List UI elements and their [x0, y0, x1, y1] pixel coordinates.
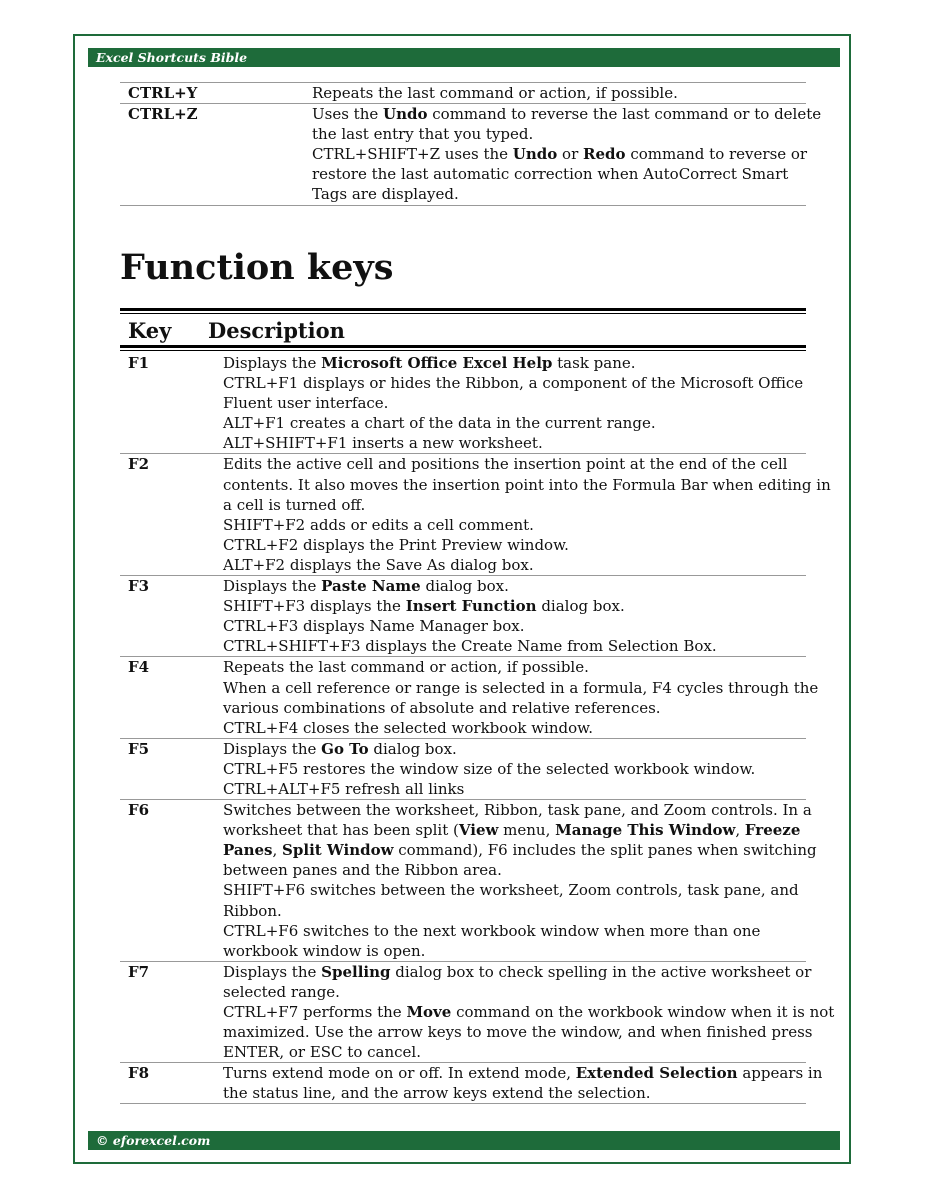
- description-line: [223, 1022, 813, 1042]
- table-row: [120, 800, 806, 962]
- bold-term: Freeze: [744, 821, 801, 840]
- text-segment: ,: [272, 841, 283, 860]
- shortcut-description: [215, 800, 817, 962]
- shortcut-key: F1: [128, 354, 150, 372]
- text-segment: Displays the: [223, 739, 322, 758]
- text-segment: various combinations of absolute and relative references.: [223, 698, 661, 717]
- bold-term: Redo: [583, 145, 626, 164]
- bold-term: View: [458, 821, 499, 840]
- text-segment: CTRL+F7 performs the: [223, 1003, 407, 1021]
- shortcut-description: [215, 576, 806, 657]
- bold-term: Microsoft Office Excel Help: [321, 354, 553, 372]
- shortcut-key: CTRL+Z: [128, 105, 198, 124]
- description-line: [223, 576, 798, 596]
- text-segment: ,: [735, 821, 745, 840]
- shortcut-description: [215, 738, 806, 799]
- text-segment: SHIFT+F2 adds or edits a cell comment.: [223, 515, 534, 534]
- shortcut-key: F3: [128, 577, 150, 596]
- description-line: [223, 880, 798, 900]
- text-segment: or: [557, 145, 584, 164]
- table-row: [120, 657, 806, 738]
- description-line: [223, 820, 801, 840]
- shortcut-description: [304, 104, 822, 205]
- description-line: [223, 535, 798, 555]
- bold-term: Paste Name: [321, 577, 421, 596]
- text-segment: Turns extend mode on or off. In extend mode,: [223, 1064, 576, 1083]
- footer-text: © eforexcel.com: [96, 1133, 211, 1148]
- description-line: [223, 1063, 823, 1083]
- text-segment: Displays the: [223, 577, 322, 596]
- text-segment: command to reverse or: [625, 145, 808, 164]
- table-row: [120, 353, 806, 454]
- text-segment: task pane.: [552, 354, 636, 372]
- description-line: [223, 596, 798, 616]
- description-line: [223, 759, 798, 779]
- text-segment: command on the workbook window when it is not: [451, 1003, 835, 1021]
- table-row: [120, 454, 806, 576]
- bold-term: Manage This Window: [555, 821, 736, 840]
- text-segment: SHIFT+F6 switches between the worksheet, Zoom controls, task pane, and: [223, 881, 799, 900]
- shortcut-key: F2: [128, 455, 150, 474]
- shortcut-key: F6: [128, 801, 150, 820]
- text-segment: Displays the: [223, 962, 322, 981]
- shortcut-key: F8: [128, 1064, 150, 1083]
- description-line: [223, 555, 798, 575]
- text-segment: the last entry that you typed.: [312, 125, 534, 144]
- description-line: [223, 515, 798, 535]
- description-line: [223, 475, 831, 495]
- description-line: [312, 164, 798, 184]
- table-header: [120, 318, 806, 345]
- description-line: [223, 495, 798, 515]
- shortcut-key: F5: [128, 739, 150, 758]
- text-segment: Displays the: [223, 354, 322, 372]
- text-segment: Fluent user interface.: [223, 394, 389, 413]
- text-segment: dialog box.: [536, 597, 625, 616]
- text-segment: restore the last automatic correction when AutoCorrect Smart: [312, 165, 789, 184]
- table-row: [120, 83, 806, 104]
- text-segment: contents. It also moves the insertion point into the Formula Bar when editing in: [223, 475, 831, 494]
- header-banner: [88, 48, 840, 67]
- text-segment: CTRL+ALT+F5 refresh all links: [223, 779, 465, 798]
- text-segment: selected range.: [223, 982, 340, 1001]
- description-line: [223, 860, 798, 880]
- text-segment: ALT+F2 displays the Save As dialog box.: [223, 555, 534, 574]
- bold-term: Insert Function: [405, 597, 537, 616]
- description-line: [223, 840, 817, 860]
- text-segment: maximized. Use the arrow keys to move the window, and when finished press: [223, 1023, 813, 1042]
- bold-term: Undo: [512, 145, 558, 164]
- description-line: [223, 393, 798, 413]
- text-segment: CTRL+F1 displays or hides the Ribbon, a component of the Microsoft Office: [223, 374, 804, 393]
- text-segment: worksheet that has been split (: [223, 821, 459, 840]
- description-line: [223, 739, 798, 759]
- text-segment: Repeats the last command or action, if possible.: [223, 658, 589, 677]
- footer-banner: [88, 1131, 840, 1150]
- bold-term: Undo: [383, 105, 428, 124]
- text-segment: CTRL+SHIFT+Z uses the: [312, 145, 513, 164]
- text-segment: When a cell reference or range is selected in a formula, F4 cycles through the: [223, 678, 819, 697]
- text-segment: Edits the active cell and positions the insertion point at the end of the cell: [223, 455, 788, 474]
- description-line: [223, 718, 798, 738]
- text-segment: ALT+F1 creates a chart of the data in the current range.: [223, 414, 656, 433]
- text-segment: command to reverse the last command or to delete: [427, 105, 822, 124]
- description-line: [223, 636, 798, 656]
- text-segment: menu,: [498, 821, 556, 840]
- description-line: [223, 941, 798, 961]
- text-segment: CTRL+F4 closes the selected workbook window.: [223, 718, 593, 737]
- description-line: [223, 1083, 798, 1103]
- text-segment: dialog box.: [420, 577, 509, 596]
- shortcut-description: [215, 454, 831, 576]
- text-segment: Uses the: [312, 105, 384, 124]
- text-segment: the status line, and the arrow keys extend the selection.: [223, 1084, 651, 1103]
- bold-term: Go To: [321, 739, 369, 758]
- header-rule-top-thin: [120, 313, 806, 314]
- header-title: Excel Shortcuts Bible: [96, 50, 248, 65]
- description-line: [223, 616, 798, 636]
- description-line: [223, 901, 798, 921]
- description-line: [312, 184, 798, 204]
- shortcut-description: [215, 1063, 823, 1104]
- description-line: [223, 433, 798, 453]
- description-line: [223, 353, 798, 373]
- description-line: [223, 921, 798, 941]
- description-line: [223, 698, 798, 718]
- text-segment: SHIFT+F3 displays the: [223, 597, 406, 616]
- table-row: [120, 738, 806, 799]
- description-line: [312, 144, 808, 164]
- bold-term: Spelling: [321, 962, 391, 981]
- description-line: [312, 104, 822, 124]
- text-segment: Repeats the last command or action, if possible.: [312, 84, 678, 102]
- description-line: [223, 454, 798, 474]
- shortcut-description: [215, 961, 835, 1062]
- bold-term: Extended Selection: [575, 1064, 738, 1083]
- text-segment: command), F6 includes the split panes when switching: [393, 841, 817, 860]
- text-segment: ENTER, or ESC to cancel.: [223, 1043, 421, 1062]
- text-segment: appears in: [737, 1064, 823, 1083]
- shortcut-key: CTRL+Y: [128, 84, 198, 102]
- text-segment: a cell is turned off.: [223, 495, 366, 514]
- shortcut-description: [215, 353, 806, 454]
- table-row: [120, 576, 806, 657]
- text-segment: Ribbon.: [223, 901, 282, 920]
- description-line: [223, 657, 798, 677]
- table-row: [120, 1063, 806, 1104]
- section-title: Function keys: [120, 247, 394, 288]
- description-line: [223, 373, 804, 393]
- text-segment: ALT+SHIFT+F1 inserts a new worksheet.: [223, 434, 543, 453]
- header-rule-top: [120, 308, 806, 311]
- table-row: [120, 961, 806, 1062]
- column-header-key: Key: [128, 318, 172, 343]
- text-segment: dialog box.: [368, 739, 457, 758]
- description-line: [223, 678, 819, 698]
- description-line: [223, 413, 798, 433]
- header-rule-bottom: [120, 345, 806, 348]
- text-segment: dialog box to check spelling in the active worksheet or: [390, 962, 812, 981]
- bold-term: Move: [406, 1003, 452, 1021]
- text-segment: between panes and the Ribbon area.: [223, 861, 502, 880]
- description-line: [223, 800, 812, 820]
- shortcut-description: [304, 83, 806, 104]
- description-line: [223, 962, 812, 982]
- description-line: [223, 779, 798, 799]
- text-segment: CTRL+F2 displays the Print Preview window.: [223, 535, 569, 554]
- description-line: [223, 982, 798, 1002]
- text-segment: Tags are displayed.: [312, 185, 459, 204]
- top-shortcut-table: [120, 82, 822, 206]
- column-header-description: Description: [208, 318, 345, 343]
- description-line: [312, 83, 798, 103]
- description-line: [223, 1002, 835, 1022]
- function-key-table: [120, 353, 835, 1104]
- shortcut-key: F7: [128, 962, 150, 981]
- description-line: [223, 1042, 798, 1062]
- table-row: [120, 104, 806, 205]
- shortcut-key: F4: [128, 658, 150, 677]
- text-segment: CTRL+F3 displays Name Manager box.: [223, 617, 525, 636]
- bold-term: Split Window: [282, 841, 394, 860]
- bold-term: Panes: [223, 841, 273, 860]
- shortcut-description: [215, 657, 819, 738]
- text-segment: CTRL+SHIFT+F3 displays the Create Name from Selection Box.: [223, 637, 717, 656]
- function-keys: [120, 353, 835, 1104]
- text-segment: workbook window is open.: [223, 941, 426, 960]
- text-segment: Switches between the worksheet, Ribbon, task pane, and Zoom controls. In a: [223, 801, 812, 820]
- description-line: [312, 124, 798, 144]
- top-shortcuts: [120, 82, 822, 206]
- text-segment: CTRL+F6 switches to the next workbook window when more than one: [223, 921, 761, 940]
- text-segment: CTRL+F5 restores the window size of the selected workbook window.: [223, 759, 756, 778]
- header-rule-bottom-thin: [120, 350, 806, 351]
